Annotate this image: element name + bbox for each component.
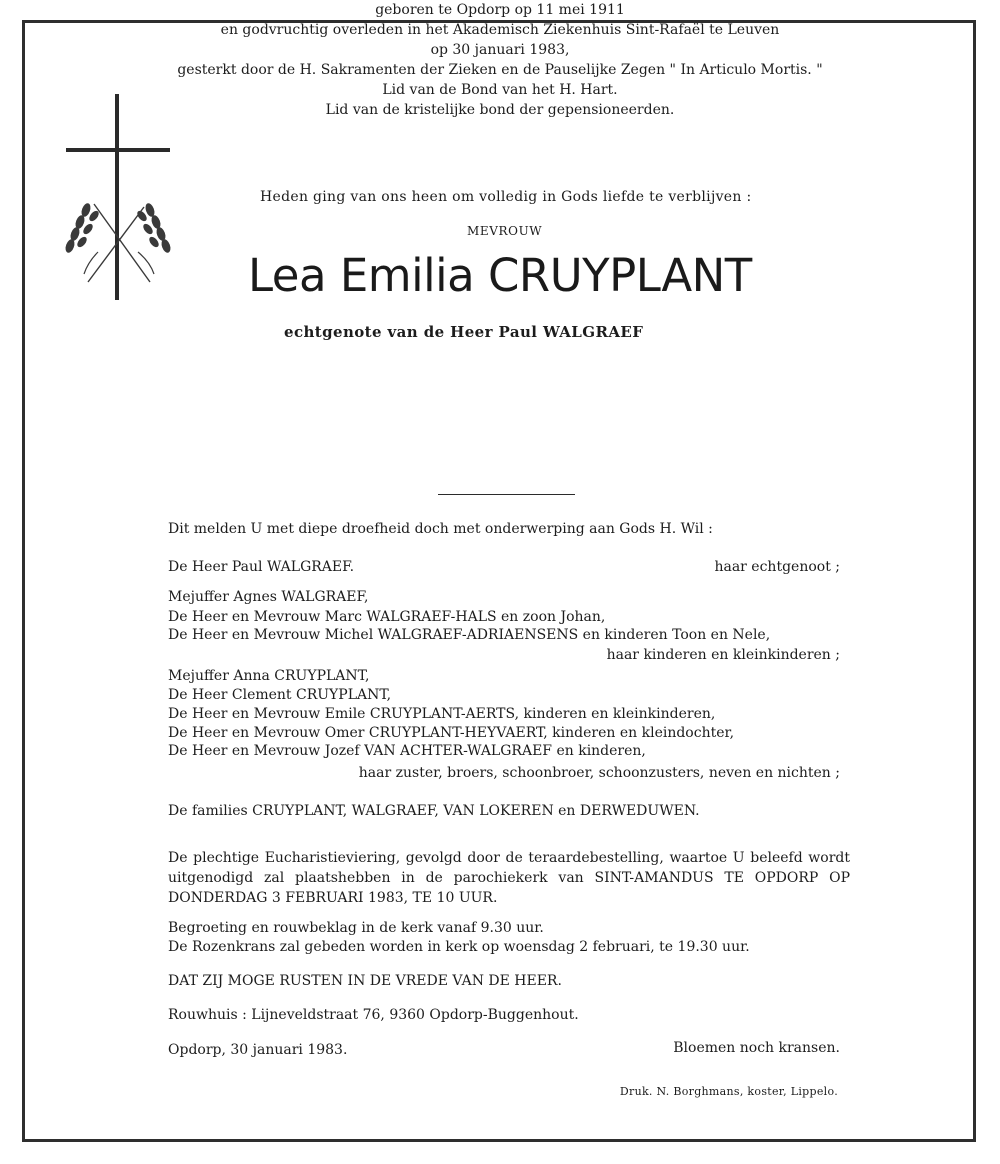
child-line: Mejuffer Agnes WALGRAEF,	[168, 589, 369, 605]
bio-line: gesterkt door de H. Sakramenten der Zieken en de Pauselijke Zegen " In Articulo Mortis. "	[177, 62, 823, 78]
honorific: MEVROUW	[467, 224, 543, 238]
greeting-line: Begroeting en rouwbeklag in de kerk vanaf 9.30 uur.	[168, 920, 544, 936]
intro-line: Heden ging van ons heen om volledig in Gods liefde te verblijven :	[260, 189, 752, 205]
children-role: haar kinderen en kleinkinderen ;	[606, 647, 840, 663]
sibling-line: Mejuffer Anna CRUYPLANT,	[168, 668, 370, 684]
bio-line: geboren te Opdorp op 11 mei 1911	[375, 2, 625, 18]
flowers-note: Bloemen noch kransen.	[673, 1040, 840, 1056]
bio-line: op 30 januari 1983,	[430, 42, 570, 58]
sibling-line: De Heer en Mevrouw Jozef VAN ACHTER-WALGRAEF en kinderen,	[168, 743, 646, 759]
sibling-line: De Heer Clement CRUYPLANT,	[168, 687, 392, 703]
deceased-name: Lea Emilia CRUYPLANT	[248, 249, 752, 302]
child-line: De Heer en Mevrouw Michel WALGRAEF-ADRIAENSENS en kinderen Toon en Nele,	[168, 627, 771, 643]
sibling-line: De Heer en Mevrouw Emile CRUYPLANT-AERTS, kinderen en kleinkinderen,	[168, 706, 716, 722]
mass-paragraph: De plechtige Eucharistieviering, gevolgd door de teraardebestelling, waartoe U beleefd wordt uitgenodigd zal plaatshebben in de parochiekerk van SINT-AMANDUS TE OPDORP OP DONDERDAG 3 FEBRUARI 1983, TE 10 UUR.	[168, 850, 850, 906]
bio-line: en godvruchtig overleden in het Akademisch Ziekenhuis Sint-Rafaël te Leuven	[220, 22, 780, 38]
address-line: Rouwhuis : Lijneveldstraat 76, 9360 Opdorp-Buggenhout.	[168, 1007, 579, 1023]
bio-line: Lid van de Bond van het H. Hart.	[382, 82, 618, 98]
siblings-role: haar zuster, broers, schoonbroer, schoonzusters, neven en nichten ;	[358, 765, 840, 781]
place-date: Opdorp, 30 januari 1983.	[168, 1042, 348, 1058]
cross-wheat-icon	[58, 92, 184, 304]
husband-name: De Heer Paul WALGRAEF.	[168, 559, 355, 575]
rosary-line: De Rozenkrans zal gebeden worden in kerk op woensdag 2 februari, te 19.30 uur.	[168, 939, 750, 955]
announcement: Dit melden U met diepe droefheid doch met onderwerping aan Gods H. Wil :	[168, 521, 713, 537]
families-line: De families CRUYPLANT, WALGRAEF, VAN LOKEREN en DERWEDUWEN.	[168, 803, 700, 819]
spouse-line: echtgenote van de Heer Paul WALGRAEF	[284, 323, 644, 341]
rest-line: DAT ZIJ MOGE RUSTEN IN DE VREDE VAN DE HEER.	[168, 973, 562, 989]
printer-credit: Druk. N. Borghmans, koster, Lippelo.	[619, 1085, 838, 1098]
husband-role: haar echtgenoot ;	[714, 559, 840, 575]
sibling-line: De Heer en Mevrouw Omer CRUYPLANT-HEYVAERT, kinderen en kleindochter,	[168, 725, 735, 741]
divider	[438, 494, 575, 495]
child-line: De Heer en Mevrouw Marc WALGRAEF-HALS en zoon Johan,	[168, 609, 606, 625]
bio-line: Lid van de kristelijke bond der gepensioneerden.	[325, 102, 675, 118]
